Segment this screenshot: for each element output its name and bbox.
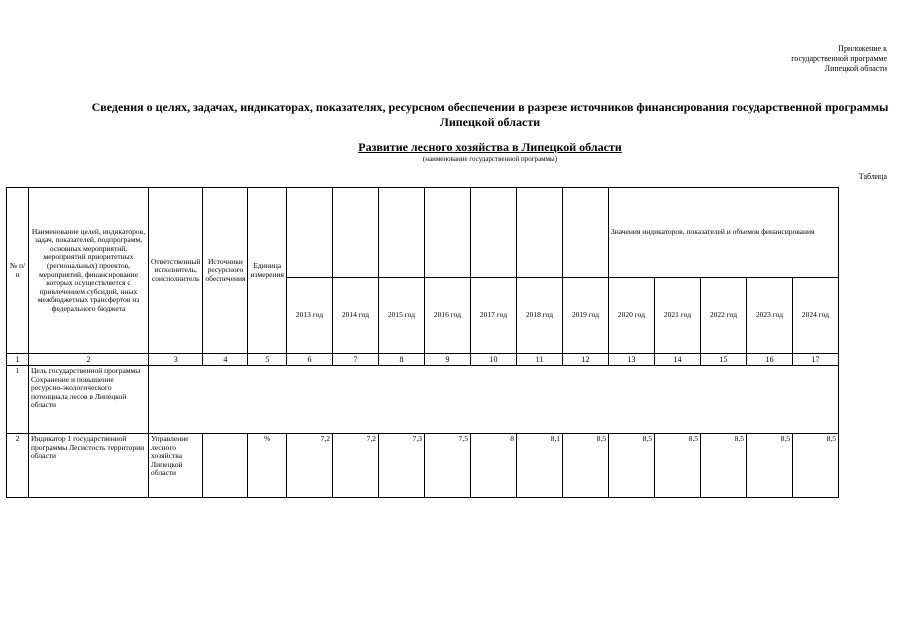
- year-header: 2013 год: [286, 278, 332, 354]
- column-number: 7: [332, 354, 378, 366]
- year-header: 2022 год: [700, 278, 746, 354]
- year-header: 2017 год: [470, 278, 516, 354]
- column-number: 6: [286, 354, 332, 366]
- header-name: Наименование целей, индикаторов, задач, показателей, подпрограмм, основных мероприятий, мероприятий приоритетных (региональных) проектов, мероприятий, финансирование которых осуществляется с привлечением субсидий, иных межбюджетных трансфертов из федерального бюджета: [29, 188, 149, 354]
- value-cell: 8,5: [562, 434, 608, 498]
- header-blank-cell: [516, 188, 562, 278]
- value-cell: 7,5: [424, 434, 470, 498]
- year-header: 2016 год: [424, 278, 470, 354]
- column-numbers-row: [7, 354, 839, 366]
- header-blank-cell: [562, 188, 608, 278]
- column-number: 9: [424, 354, 470, 366]
- header-executor: Ответственный исполнитель, соисполнитель: [149, 188, 203, 354]
- value-cell: 8,5: [700, 434, 746, 498]
- document-title: Сведения о целях, задачах, индикаторах, показателях, ресурсном обеспечении в разрезе источников финансирования государственной программы Липецкой области: [91, 100, 889, 129]
- column-number: 15: [700, 354, 746, 366]
- data-table: [6, 187, 839, 498]
- column-number: 5: [248, 354, 287, 366]
- appendix-line-3: Липецкой области: [824, 64, 887, 73]
- row-source: [203, 434, 248, 498]
- row-name: Цель государственной программы Сохранение и повышение ресурсно-экологического потенциала лесов в Липецкой области: [29, 366, 149, 434]
- value-cell: 8,5: [608, 434, 654, 498]
- column-number: 13: [608, 354, 654, 366]
- value-cell: 7,2: [332, 434, 378, 498]
- column-number: 4: [203, 354, 248, 366]
- column-number: 17: [792, 354, 838, 366]
- header-blank-cell: [470, 188, 516, 278]
- program-caption: (наименование государственной программы): [422, 155, 558, 163]
- year-header: 2015 год: [378, 278, 424, 354]
- program-name-text: Развитие лесного хозяйства в Липецкой области: [358, 140, 622, 154]
- header-row-1: [7, 188, 839, 278]
- program-name: [0, 141, 905, 154]
- column-number: 2: [29, 354, 149, 366]
- year-header: 2024 год: [792, 278, 838, 354]
- value-cell: 8,5: [746, 434, 792, 498]
- header-blank-cell: [424, 188, 470, 278]
- header-values-group: Значения индикаторов, показателей и объемов финансирования: [608, 188, 838, 278]
- appendix-line-1: Приложение к: [838, 44, 887, 53]
- header-blank-cell: [378, 188, 424, 278]
- row-num: 1: [7, 366, 29, 434]
- row-unit: %: [248, 434, 287, 498]
- header-source: Источники ресурсного обеспечения: [203, 188, 248, 354]
- row-name: Индикатор 1 государственной программы Лесистость территории области: [29, 434, 149, 498]
- header-unit: Единица измерения: [248, 188, 287, 354]
- column-number: 1: [7, 354, 29, 366]
- column-number: 14: [654, 354, 700, 366]
- value-cell: 7,2: [286, 434, 332, 498]
- header-num: № п/п: [7, 188, 29, 354]
- row-executor: Управление лесного хозяйства Липецкой области: [149, 434, 203, 498]
- value-cell: 8,1: [516, 434, 562, 498]
- year-header: 2018 год: [516, 278, 562, 354]
- column-number: 11: [516, 354, 562, 366]
- value-cell: 8,5: [792, 434, 838, 498]
- value-cell: 8: [470, 434, 516, 498]
- header-blank-cell: [286, 188, 332, 278]
- year-header: 2023 год: [746, 278, 792, 354]
- year-header: 2021 год: [654, 278, 700, 354]
- year-header: 2019 год: [562, 278, 608, 354]
- column-number: 16: [746, 354, 792, 366]
- column-number: 12: [562, 354, 608, 366]
- table-row: [7, 366, 839, 434]
- appendix-line-2: государственной программе: [791, 54, 887, 63]
- header-blank-cell: [332, 188, 378, 278]
- value-cell: 7,3: [378, 434, 424, 498]
- year-header: 2020 год: [608, 278, 654, 354]
- year-header: 2014 год: [332, 278, 378, 354]
- appendix-note: [791, 44, 887, 74]
- row-num: 2: [7, 434, 29, 498]
- row-empty-span: [149, 366, 839, 434]
- column-number: 10: [470, 354, 516, 366]
- column-number: 3: [149, 354, 203, 366]
- table-row: [7, 434, 839, 498]
- column-number: 8: [378, 354, 424, 366]
- value-cell: 8,5: [654, 434, 700, 498]
- table-label: Таблица: [858, 172, 887, 181]
